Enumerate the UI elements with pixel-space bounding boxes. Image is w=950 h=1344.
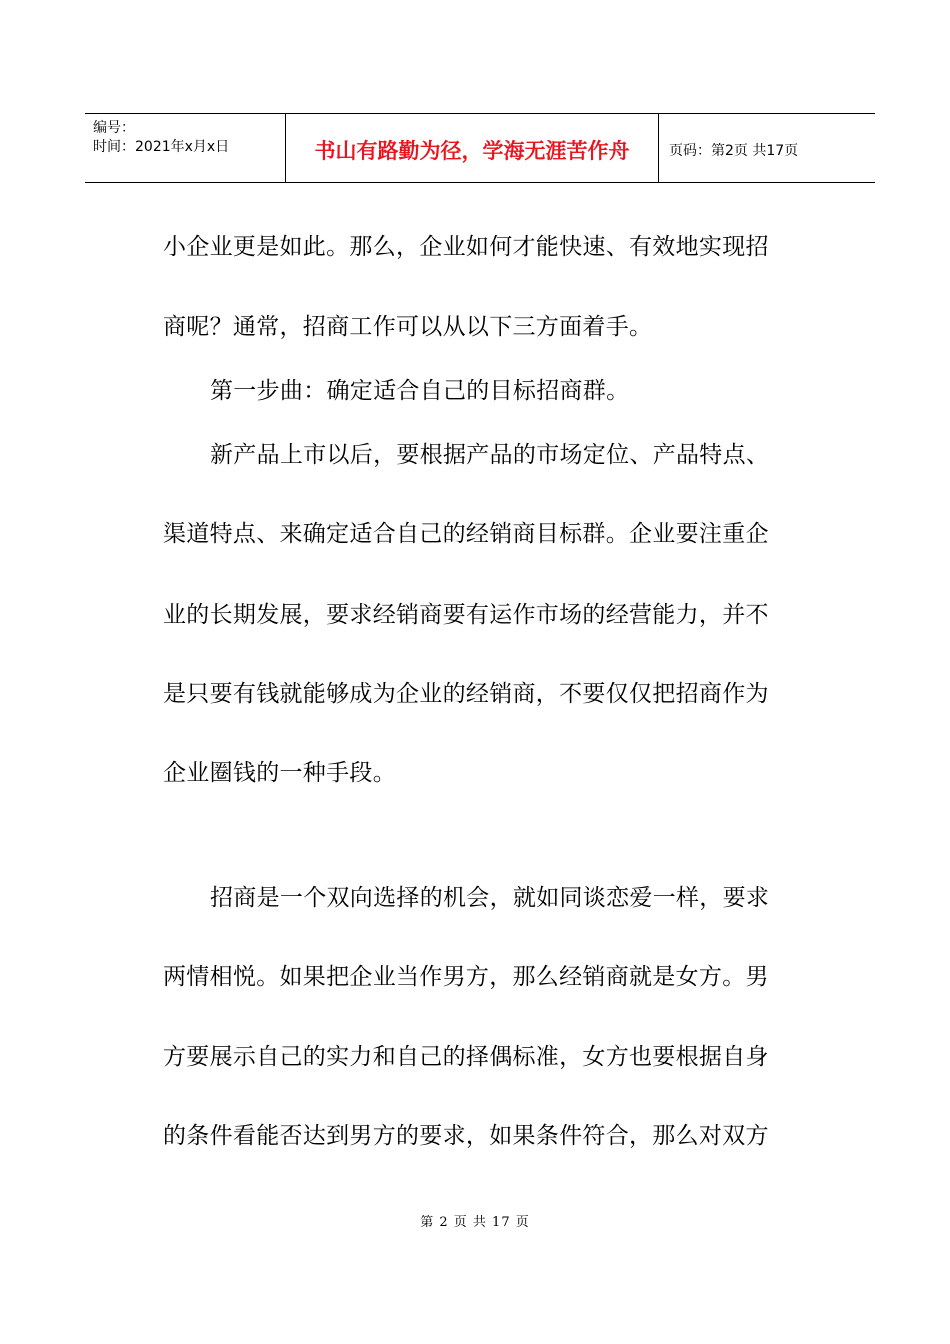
body-line: 新产品上市以后，要根据产品的市场定位、产品特点、 (210, 442, 770, 468)
body-line: 招商是一个双向选择的机会，就如同谈恋爱一样，要求 (210, 885, 770, 911)
body-line: 小企业更是如此。那么，企业如何才能快速、有效地实现招 (163, 234, 769, 260)
footer-page-number: 第 2 页 共 17 页 (420, 1215, 530, 1230)
page-header (85, 113, 875, 183)
body-line: 企业圈钱的一种手段。 (163, 760, 396, 786)
body-line: 方要展示自己的实力和自己的择偶标准，女方也要根据自身 (163, 1044, 769, 1070)
body-line: 是只要有钱就能够成为企业的经销商，不要仅仅把招商作为 (163, 681, 769, 707)
number-label: 编号： (93, 120, 135, 136)
time-label: 时间：2021年x月x日 (93, 139, 230, 155)
header-meta-cell (85, 114, 286, 182)
section-heading: 第一步曲：确定适合自己的目标招商群。 (210, 378, 630, 404)
motto-text: 书山有路勤为径，学海无涯苦作舟 (314, 139, 630, 163)
header-motto-cell (286, 114, 659, 182)
header-page-cell (659, 114, 875, 182)
body-line: 业的长期发展，要求经销商要有运作市场的经营能力，并不 (163, 602, 769, 628)
body-line: 两情相悦。如果把企业当作男方，那么经销商就是女方。男 (163, 964, 769, 990)
body-line: 渠道特点、来确定适合自己的经销商目标群。企业要注重企 (163, 521, 769, 547)
page-info: 页码：第2页 共17页 (669, 143, 799, 159)
page-footer (0, 1211, 950, 1230)
body-line: 的条件看能否达到男方的要求，如果条件符合，那么对双方 (163, 1123, 769, 1149)
body-line: 商呢？通常，招商工作可以从以下三方面着手。 (163, 314, 653, 340)
